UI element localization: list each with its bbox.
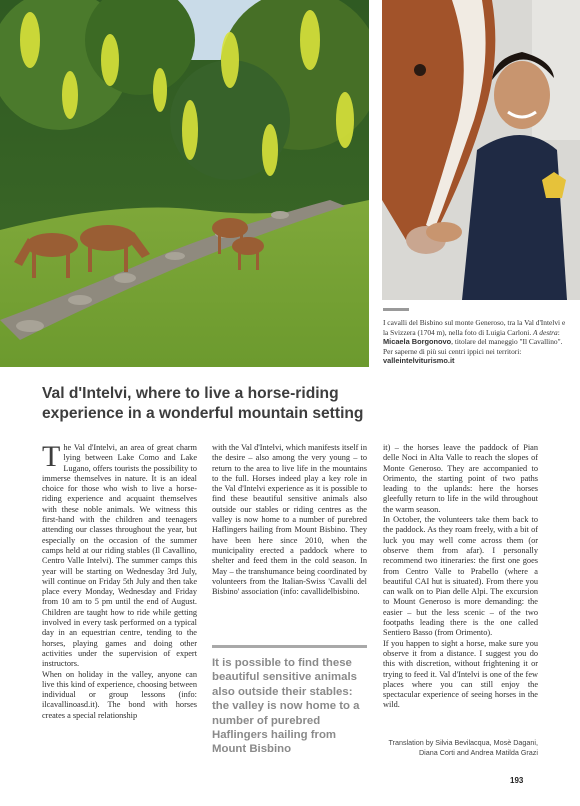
woman-with-horse-illustration bbox=[382, 0, 580, 300]
caption-rule bbox=[383, 308, 409, 311]
woman-with-horse-photo bbox=[382, 0, 580, 300]
translation-credits bbox=[383, 738, 538, 759]
body-paragraph: with the Val d'Intelvi, which manifests itself in the desire – also among the very young – to return to the area to live life in the mountains to the full. Horses indeed play a key role in the Val d'Intelvi experience as it is possible to find these beautiful sensitive animals also outside our stables or riding centres as the valley is now home to a number of purebred Haflingers hailing from Mount Bisbino. They have been here since 2010, when the municipality erected a paddock where to shelter and feed them in the cold season. In May – the transhumance being coordinated by volunteers from the Italian-Swiss 'Cavalli del Bisbino' association (info: cavallidelbisbino. bbox=[212, 443, 367, 597]
body-column-3 bbox=[383, 443, 538, 711]
caption-website: valleintelviturismo.it bbox=[383, 356, 455, 366]
pull-quote: It is possible to find these beautiful sensitive animals also outside their stables: the valley is now home to a number of purebred Haflingers hailing from Mount Bisbino bbox=[212, 657, 360, 756]
paragraph-text: he Val d'Intelvi, an area of great charm lying between Lake Como and Lake Lugano, offers tourists the possibility to immerse themselves in nature. It is an ideal choice for those who wish to live a horse-riding experience and acquaint themselves with these noble animals. We witness this first-hand with the children and teenagers attending our classes throughout the year, but especially on the occasion of the summer camps held at our riding stables (Il Cavallino, Centro Valle Intelvi). The summer camps this year will be starting on Wednesday 3rd July, will continue on Friday 5th July and then take place every Monday, Wednesday and Friday from 10 am to 5 pm until the end of August. Children are taught how to ride while getting involved in every task performed on a typical day in an equestrian centre, tending to the horses, playing games and doing other activities under the supervision of expert instructors. bbox=[42, 443, 197, 669]
pullquote-rule bbox=[212, 645, 367, 648]
horses-photo-illustration bbox=[0, 0, 369, 367]
body-column-1 bbox=[42, 440, 197, 721]
horses-photo bbox=[0, 0, 369, 367]
page-number: 193 bbox=[510, 776, 524, 785]
body-paragraph: If you happen to sight a horse, make sure you observe it from a distance. I suggest you do this with discretion, without frightening it or trying to feed it. Val d'Intelvi is one of the few places where you can still enjoy the spectacular experience of seeing horses in the wild. bbox=[383, 638, 538, 710]
body-column-2 bbox=[212, 443, 367, 597]
article-headline: Val d'Intelvi, where to live a horse-riding experience in a wonderful mountain setting bbox=[42, 385, 364, 422]
drop-cap: T bbox=[42, 440, 61, 473]
body-paragraph: When on holiday in the valley, anyone can live this kind of experience, choosing between individual or group lessons (info: ilcavallinoasd.it). The bond with horses creates a special relationship bbox=[42, 669, 197, 720]
caption-text-1: I cavalli del Bisbino sul monte Generoso, tra la Val d'Intelvi e la Svizzera (1704 m), nella foto di Luigia Carloni. bbox=[383, 318, 566, 337]
body-paragraph: In October, the volunteers take them back to the paddock. As they roam freely, with a bit of luck you may well come across them (or observe them from afar). I personally recommend two itineraries: the first one goes from Centro Valle to Prabello (where a beautiful CAI hut is situated). From there you can walk on to Pian delle Alpi. The excursion to Mount Generoso is more demanding: the easier – but the less scenic – of the two footpaths leading there is the one called Sentiero Basso (from Orimento). bbox=[383, 515, 538, 638]
photo-caption bbox=[383, 318, 571, 366]
body-paragraph bbox=[42, 440, 197, 670]
caption-name: Micaela Borgonovo bbox=[383, 337, 452, 347]
credits-line-1: Translation by Silvia Bevilacqua, Mosè Dagani, bbox=[388, 738, 538, 747]
caption-text-2: : bbox=[557, 327, 560, 337]
caption-text-3: , titolare del maneggio "Il Cavallino". Per saperne di più sui centri ippici nei territori: bbox=[383, 337, 563, 356]
caption-emphasis: A destra bbox=[533, 327, 558, 337]
body-paragraph: it) – the horses leave the paddock of Pian delle Noci in Alta Valle to reach the slopes of Monte Generoso. They are accompanied to Orimento, the starting point of two paths leading to the uplands: here the horses gleefully return to life in the wild throughout the warm season. bbox=[383, 443, 538, 514]
credits-line-2: Diana Corti and Andrea Matilda Grazi bbox=[418, 748, 538, 758]
